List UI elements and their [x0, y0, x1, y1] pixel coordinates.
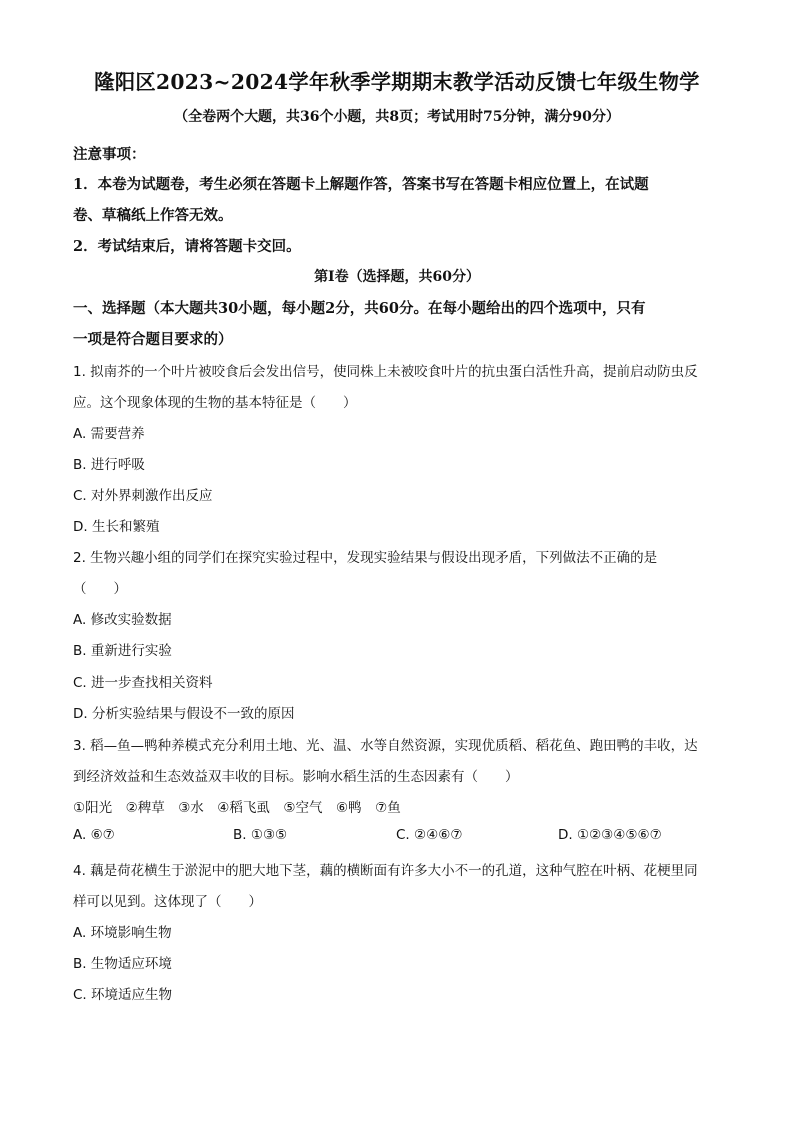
question-1-option-c: C. 对外界刺激作出反应: [73, 488, 213, 504]
question-1-stem-line-2: 应。这个现象体现的生物的基本特征是（ ）: [73, 395, 357, 411]
question-3-option-a: A. ⑥⑦: [73, 827, 115, 843]
question-2-option-a: A. 修改实验数据: [73, 612, 172, 628]
question-2-stem-line-1: 2. 生物兴趣小组的同学们在探究实验过程中，发现实验结果与假设出现矛盾，下列做法不正确的是: [73, 550, 658, 566]
question-3-option-c: C. ②④⑥⑦: [396, 827, 463, 843]
exam-info-subtitle: （全卷两个大题，共36个小题，共8页；考试用时75分钟，满分90分）: [174, 109, 620, 125]
notice-item-1-line-2: 卷、草稿纸上作答无效。: [73, 207, 233, 224]
section-1-instructions-line-2: 一项是符合题目要求的）: [73, 331, 233, 348]
page-title: 隆阳区2023~2024学年秋季学期期末教学活动反馈七年级生物学: [94, 70, 700, 94]
notice-item-2: 2．考试结束后，请将答题卡交回。: [73, 238, 301, 255]
question-1-option-d: D. 生长和繁殖: [73, 519, 160, 535]
question-4-option-c: C. 环境适应生物: [73, 987, 173, 1003]
section-1-instructions-line-1: 一、选择题（本大题共30小题，每小题2分，共60分。在每小题给出的四个选项中，只有: [73, 300, 646, 317]
question-4-stem-line-2: 样可以见到。这体现了（ ）: [73, 894, 262, 910]
part-1-heading: 第Ⅰ卷（选择题，共60分）: [314, 269, 480, 285]
question-4-option-b: B. 生物适应环境: [73, 956, 172, 972]
notice-heading: 注意事项：: [73, 146, 146, 163]
question-2-option-c: C. 进一步查找相关资料: [73, 675, 213, 691]
question-3-stem-line-2: 到经济效益和生态效益双丰收的目标。影响水稻生活的生态因素有（ ）: [73, 769, 519, 785]
notice-item-1-line-1: 1．本卷为试题卷，考生必须在答题卡上解题作答，答案书写在答题卡相应位置上，在试题: [73, 176, 649, 193]
question-3-stem-line-1: 3. 稻—鱼—鸭种养模式充分利用土地、光、温、水等自然资源，实现优质稻、稻花鱼、跑田鸭的丰收，达: [73, 738, 698, 754]
question-3-option-b: B. ①③⑤: [233, 827, 288, 843]
question-1-stem-line-1: 1. 拟南芥的一个叶片被咬食后会发出信号，使同株上未被咬食叶片的抗虫蛋白活性升高，提前启动防虫反: [73, 364, 698, 380]
question-3-factor-list: ①阳光 ②稗草 ③水 ④稻飞虱 ⑤空气 ⑥鸭 ⑦鱼: [73, 800, 401, 816]
question-4-stem-line-1: 4. 藕是荷花横生于淤泥中的肥大地下茎，藕的横断面有许多大小不一的孔道，这种气腔在叶柄、花梗里同: [73, 863, 698, 879]
question-4-option-a: A. 环境影响生物: [73, 925, 172, 941]
question-2-stem-line-2: （ ）: [73, 581, 127, 597]
question-1-option-a: A. 需要营养: [73, 426, 145, 442]
question-2-option-b: B. 重新进行实验: [73, 643, 172, 659]
question-3-option-d: D. ①②③④⑤⑥⑦: [558, 827, 662, 843]
question-1-option-b: B. 进行呼吸: [73, 457, 145, 473]
question-2-option-d: D. 分析实验结果与假设不一致的原因: [73, 706, 295, 722]
